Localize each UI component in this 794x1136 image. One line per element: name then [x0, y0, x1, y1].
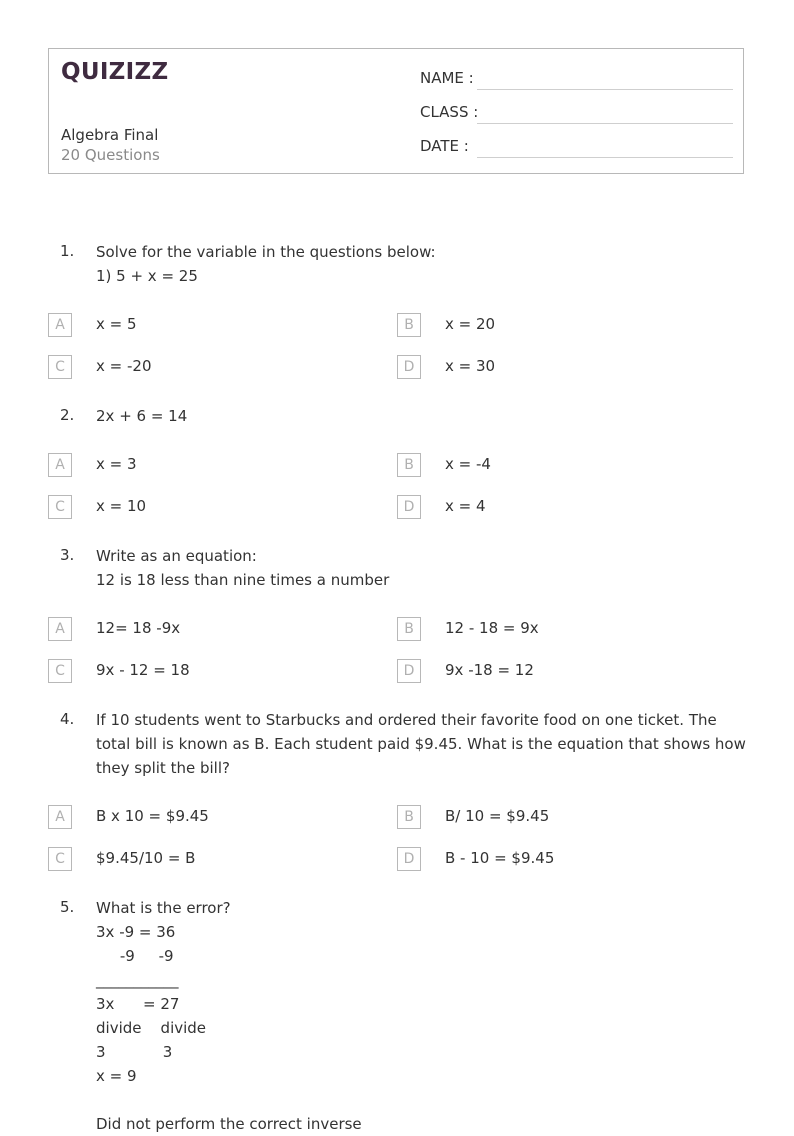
option-letter-box[interactable]: B — [397, 805, 421, 829]
class-label: CLASS : — [420, 103, 479, 121]
option-text: 12= 18 -9x — [96, 619, 181, 637]
question-count: 20 Questions — [61, 146, 160, 164]
question-line: -9 -9 — [96, 947, 174, 965]
date-label: DATE : — [420, 137, 469, 155]
option-letter-box[interactable]: A — [48, 805, 72, 829]
option-letter-box[interactable]: C — [48, 659, 72, 683]
question-line: 3x = 27 — [96, 995, 180, 1013]
question-line: 2x + 6 = 14 — [96, 407, 188, 425]
question-line: 3x -9 = 36 — [96, 923, 176, 941]
option-text: x = 4 — [445, 497, 486, 515]
option-text: $9.45/10 = B — [96, 849, 196, 867]
option-text: B - 10 = $9.45 — [445, 849, 555, 867]
question-line: divide divide — [96, 1019, 207, 1037]
question-number: 3. — [60, 546, 75, 564]
question-number: 4. — [60, 710, 75, 728]
option-letter-box[interactable]: C — [48, 355, 72, 379]
worksheet-header — [48, 48, 744, 174]
question-text — [96, 404, 751, 428]
question-text — [96, 896, 751, 1136]
quizizz-logo — [61, 59, 168, 85]
option-letter-box[interactable]: B — [397, 453, 421, 477]
option-text: x = 10 — [96, 497, 147, 515]
question-number: 5. — [60, 898, 75, 916]
question-line: Write as an equation: — [96, 547, 257, 565]
option-letter-box[interactable]: C — [48, 847, 72, 871]
option-letter-box[interactable]: A — [48, 617, 72, 641]
question-line: 3 3 — [96, 1043, 173, 1061]
question-line: x = 9 — [96, 1067, 137, 1085]
name-label: NAME : — [420, 69, 474, 87]
option-text: x = -4 — [445, 455, 491, 473]
option-letter-box[interactable]: A — [48, 313, 72, 337]
option-letter-box[interactable]: C — [48, 495, 72, 519]
question-text — [96, 544, 751, 592]
option-letter-box[interactable]: B — [397, 617, 421, 641]
question-line: Solve for the variable in the questions below: — [96, 243, 436, 261]
option-text: 9x -18 = 12 — [445, 661, 534, 679]
question-number: 2. — [60, 406, 75, 424]
option-text: x = 5 — [96, 315, 137, 333]
option-text: B x 10 = $9.45 — [96, 807, 209, 825]
option-letter-box[interactable]: A — [48, 453, 72, 477]
question-line: What is the error? — [96, 899, 231, 917]
option-letter-box[interactable]: D — [397, 355, 421, 379]
option-text: x = 20 — [445, 315, 496, 333]
date-line — [477, 157, 733, 158]
question-line: If 10 students went to Starbucks and ordered their favorite food on one ticket. The total bill is known as B. Each student paid $9.45. What is the equation that shows how they split the bill? — [96, 711, 746, 777]
option-letter-box[interactable]: D — [397, 659, 421, 683]
option-text: x = 3 — [96, 455, 137, 473]
option-text: x = -20 — [96, 357, 152, 375]
logo-text: QUIZIZZ — [61, 59, 169, 85]
option-text: B/ 10 = $9.45 — [445, 807, 550, 825]
question-text — [96, 240, 751, 288]
option-text: 12 - 18 = 9x — [445, 619, 539, 637]
option-text: 9x - 12 = 18 — [96, 661, 190, 679]
option-letter-box[interactable]: D — [397, 495, 421, 519]
question-number: 1. — [60, 242, 75, 260]
quiz-title: Algebra Final — [61, 126, 159, 144]
question-line: 1) 5 + x = 25 — [96, 267, 198, 285]
question-line: Did not perform the correct inverse — [96, 1115, 362, 1133]
question-line: ___________ — [96, 971, 179, 989]
question-line: 12 is 18 less than nine times a number — [96, 571, 390, 589]
option-letter-box[interactable]: B — [397, 313, 421, 337]
name-line — [477, 89, 733, 90]
class-line — [477, 123, 733, 124]
question-text — [96, 708, 751, 780]
option-text: x = 30 — [445, 357, 496, 375]
option-letter-box[interactable]: D — [397, 847, 421, 871]
question-line — [96, 1088, 751, 1112]
